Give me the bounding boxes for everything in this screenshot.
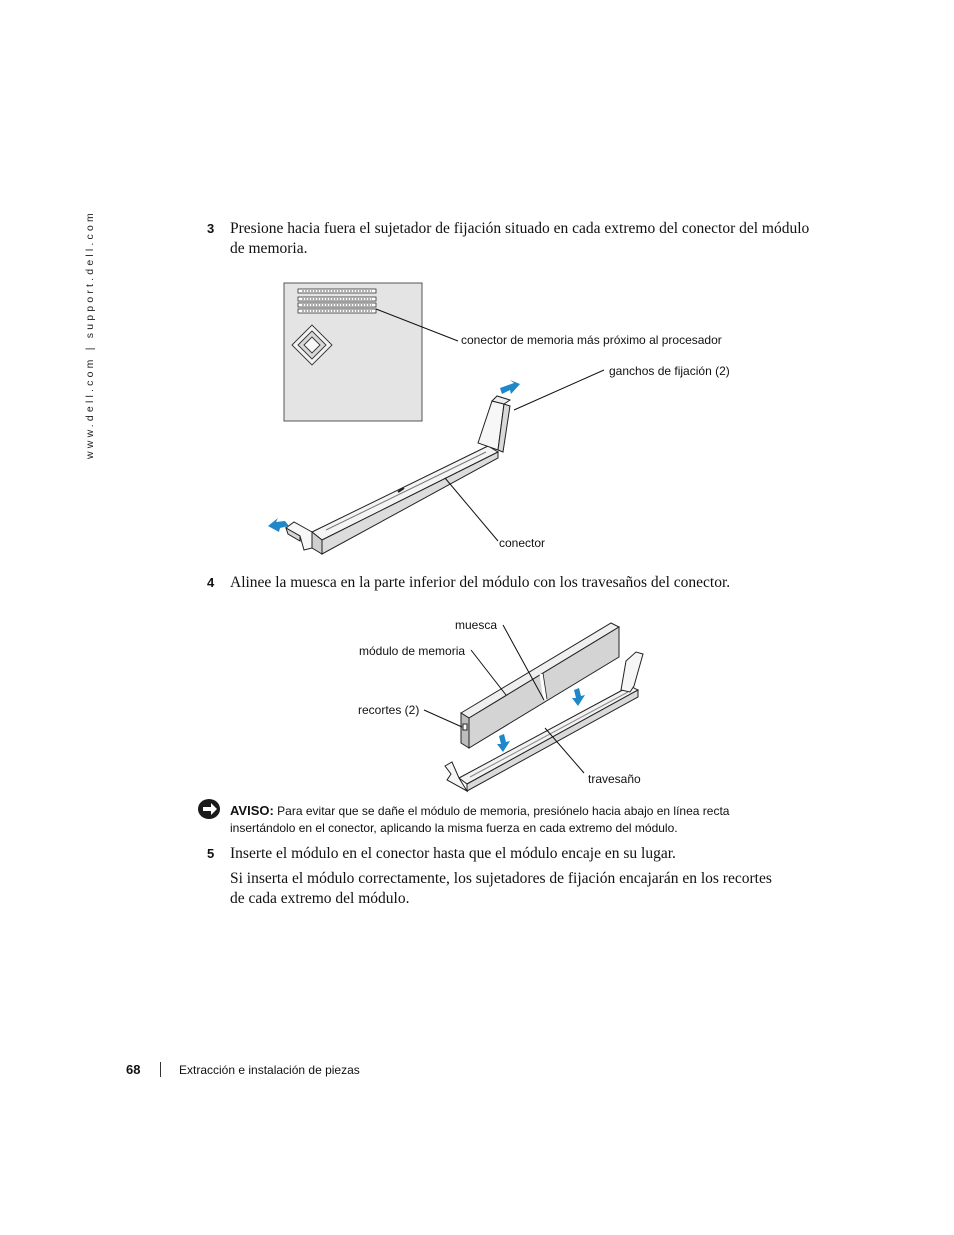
arrow-left-clip-icon <box>268 518 289 532</box>
notice-text: Para evitar que se dañe el módulo de memoria, presiónelo hacia abajo en línea recta insertándolo en el conector, aplicando la misma fuerza en cada extremo del módulo. <box>230 804 730 835</box>
sidebar-url: www.dell.com | support.dell.com <box>84 210 96 459</box>
step-3-text: Presione hacia fuera el sujetador de fijación situado en cada extremo del conector del módulo de memoria. <box>230 220 810 257</box>
label-connector: conector <box>499 536 546 550</box>
step-5-followup: Si inserta el módulo correctamente, los sujetadores de fijación encajarán en los recortes de cada extremo del módulo. <box>230 870 772 907</box>
label-notch: muesca <box>455 618 498 632</box>
chapter-title: Extracción e instalación de piezas <box>179 1063 360 1077</box>
step-3-number: 3 <box>207 221 215 236</box>
step-5-number: 5 <box>207 846 215 861</box>
label-memory-module: módulo de memoria <box>359 644 466 658</box>
arrow-down-left-icon <box>497 734 510 752</box>
dimm-slots <box>298 289 376 313</box>
arrow-right-clip-icon <box>500 380 520 394</box>
step-4-text: Alinee la muesca en la parte inferior del módulo con los travesaños del conector. <box>230 574 731 591</box>
page-number: 68 <box>126 1062 141 1077</box>
step-4-number: 4 <box>207 575 215 590</box>
step-5-text: Inserte el módulo en el conector hasta que el módulo encaje en su lugar. <box>230 845 676 862</box>
figure-memory-connector-clips <box>260 280 760 560</box>
label-cutouts: recortes (2) <box>358 703 420 717</box>
label-memory-connector: conector de memoria más próximo al procesador <box>461 333 722 347</box>
memory-module <box>461 623 619 748</box>
footer-divider <box>160 1062 161 1077</box>
label-crossbar: travesaño <box>588 772 641 786</box>
notice-title: AVISO: <box>230 803 274 818</box>
figure-module-alignment <box>350 612 660 792</box>
label-securing-clips: ganchos de fijación (2) <box>609 364 730 378</box>
notice-block <box>230 802 790 837</box>
arrow-down-right-icon <box>572 688 585 706</box>
notice-icon <box>197 798 223 820</box>
